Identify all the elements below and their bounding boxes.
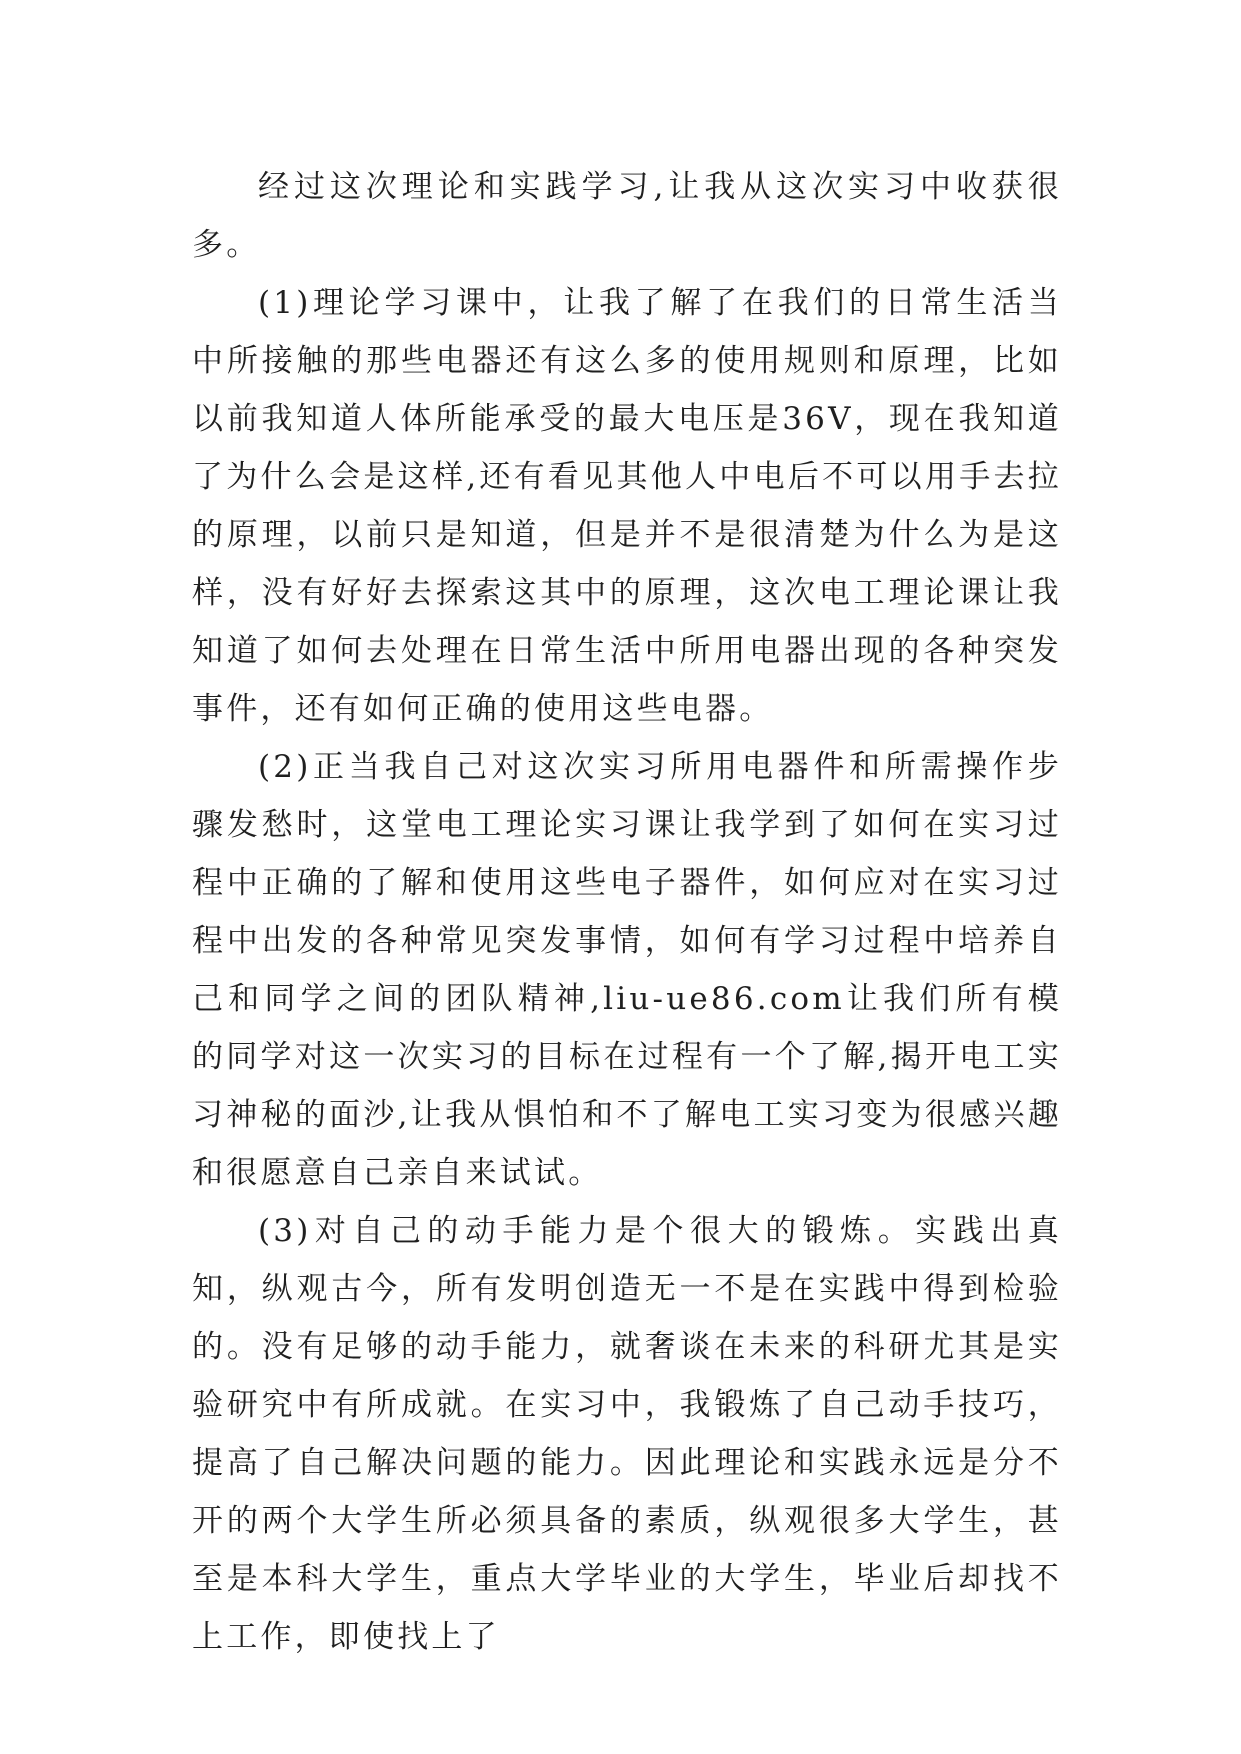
- paragraph-1: (1)理论学习课中，让我了解了在我们的日常生活当中所接触的那些电器还有这么多的使用规则和原理，比如以前我知道人体所能承受的最大电压是36V，现在我知道了为什么会是这样,还有看见其他人中电后不可以用手去拉的原理，以前只是知道，但是并不是很清楚为什么为是这样，没有好好去探索这其中的原理，这次电工理论课让我知道了如何去处理在日常生活中所用电器出现的各种突发事件，还有如何正确的使用这些电器。: [192, 285, 1062, 727]
- paragraph-intro: 经过这次理论和实践学习,让我从这次实习中收获很多。: [192, 169, 1062, 263]
- paragraph-2: (2)正当我自己对这次实习所用电器件和所需操作步骤发愁时，这堂电工理论实习课让我学到了如何在实习过程中正确的了解和使用这些电子器件，如何应对在实习过程中出发的各种常见突发事情，如何有学习过程中培养自己和同学之间的团队精神,liu-ue86.com让我们所有模的同学对这一次实习的目标在过程有一个了解,揭开电工实习神秘的面沙,让我从惧怕和不了解电工实习变为很感兴趣和很愿意自己亲自来试试。: [192, 749, 1062, 1191]
- document-body: [192, 158, 1062, 1666]
- paragraph-3: (3)对自己的动手能力是个很大的锻炼。实践出真知，纵观古今，所有发明创造无一不是在实践中得到检验的。没有足够的动手能力，就奢谈在未来的科研尤其是实验研究中有所成就。在实习中，我锻炼了自己动手技巧，提高了自己解决问题的能力。因此理论和实践永远是分不开的两个大学生所必须具备的素质，纵观很多大学生，甚至是本科大学生，重点大学毕业的大学生，毕业后却找不上工作，即使找上了: [192, 1213, 1062, 1655]
